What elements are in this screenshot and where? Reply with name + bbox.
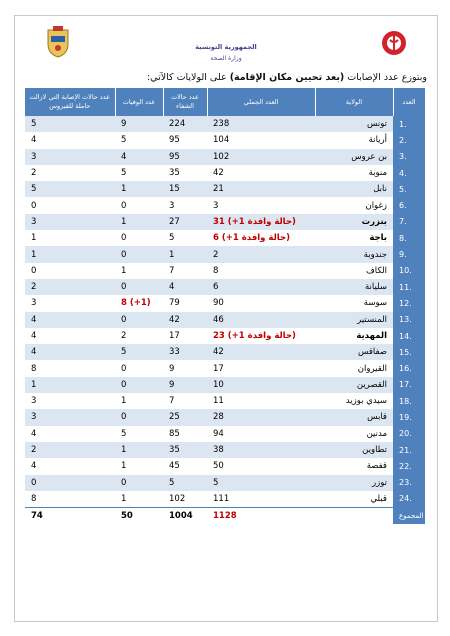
recovered-cell: 79 (163, 295, 207, 311)
total-cell: 38 (207, 442, 315, 458)
table-row (25, 409, 425, 425)
deaths-cell: 0 (115, 230, 163, 246)
total-cell: 11 (207, 393, 315, 409)
cases-by-governorate-table (25, 88, 426, 524)
table-row (25, 393, 425, 409)
row-index: 9. (393, 246, 425, 262)
governorate-cell: سيدي بوزيد (315, 393, 393, 409)
recovered-cell: 35 (163, 442, 207, 458)
active-cell: 0 (25, 197, 115, 213)
total-cell: 28 (207, 409, 315, 425)
recovered-cell: 7 (163, 393, 207, 409)
governorate-cell: نابل (315, 181, 393, 197)
deaths-cell: 1 (115, 214, 163, 230)
deaths-cell: 1 (115, 491, 163, 508)
total-cell: 94 (207, 426, 315, 442)
header-recovered: عدد حالات الشفاء (163, 88, 207, 116)
deaths-cell: 0 (115, 197, 163, 213)
governorate-cell: سليانة (315, 279, 393, 295)
governorate-cell: بنزرت (315, 214, 393, 230)
active-cell: 5 (25, 181, 115, 197)
table-row (25, 197, 425, 213)
row-index: 3. (393, 149, 425, 165)
recovered-cell: 102 (163, 491, 207, 508)
table-row (25, 377, 425, 393)
governorate-cell: صفاقس (315, 344, 393, 360)
table-row (25, 491, 425, 508)
recovered-cell: 33 (163, 344, 207, 360)
governorate-cell: قبلي (315, 491, 393, 508)
active-cell: 1 (25, 246, 115, 262)
total-cell: 5 (207, 475, 315, 491)
total-cell: 8 (207, 263, 315, 279)
governorate-cell: الكاف (315, 263, 393, 279)
deaths-cell: 0 (115, 312, 163, 328)
header-deaths: عدد الوفيات (115, 88, 163, 116)
header-governorate: الولاية (315, 88, 393, 116)
active-cell: 2 (25, 442, 115, 458)
recovered-cell: 9 (163, 377, 207, 393)
table-row (25, 132, 425, 148)
table-row (25, 344, 425, 360)
row-index: 14. (393, 328, 425, 344)
active-cell: 3 (25, 295, 115, 311)
table-row (25, 149, 425, 165)
total-cell: 238 (207, 116, 315, 132)
active-cell: 8 (25, 491, 115, 508)
active-cell: 4 (25, 426, 115, 442)
governorate-cell: جندوبة (315, 246, 393, 262)
deaths-cell: 5 (115, 426, 163, 442)
row-index: 7. (393, 214, 425, 230)
deaths-cell: 9 (115, 116, 163, 132)
recovered-cell: 25 (163, 409, 207, 425)
total-cell: 21 (207, 181, 315, 197)
deaths-cell: 1 (115, 393, 163, 409)
row-index: 19. (393, 409, 425, 425)
recovered-cell: 42 (163, 312, 207, 328)
table-row (25, 360, 425, 376)
deaths-cell: 1 (115, 458, 163, 474)
table-row (25, 458, 425, 474)
active-cell: 4 (25, 328, 115, 344)
recovered-cell: 5 (163, 475, 207, 491)
letterhead (15, 16, 437, 76)
row-index: 8. (393, 230, 425, 246)
total-cell: 102 (207, 149, 315, 165)
table-row (25, 181, 425, 197)
recovered-cell: 27 (163, 214, 207, 230)
table-row (25, 116, 425, 132)
total-cell: 10 (207, 377, 315, 393)
row-index: 13. (393, 312, 425, 328)
row-index: 4. (393, 165, 425, 181)
totals-active: 74 (25, 508, 115, 525)
total-cell: 6 (207, 279, 315, 295)
totals-deaths: 50 (115, 508, 163, 525)
recovered-cell: 95 (163, 132, 207, 148)
table-row (25, 230, 425, 246)
active-cell: 4 (25, 132, 115, 148)
recovered-cell: 1 (163, 246, 207, 262)
active-cell: 0 (25, 263, 115, 279)
deaths-cell: 0 (115, 377, 163, 393)
row-index: 10. (393, 263, 425, 279)
governorate-cell: المنستير (315, 312, 393, 328)
total-cell: 46 (207, 312, 315, 328)
row-index: 2. (393, 132, 425, 148)
header-active: عدد حالات الإصابة التي لازالت حاملة للفيروس (25, 88, 115, 116)
governorate-cell: تطاوين (315, 442, 393, 458)
table-row (25, 295, 425, 311)
active-cell: 8 (25, 360, 115, 376)
deaths-cell: 2 (115, 328, 163, 344)
active-cell: 4 (25, 458, 115, 474)
governorate-cell: منوبة (315, 165, 393, 181)
row-index: 18. (393, 393, 425, 409)
document-page (14, 15, 438, 622)
governorate-cell: المهدية (315, 328, 393, 344)
deaths-cell: 5 (115, 132, 163, 148)
total-cell: 42 (207, 165, 315, 181)
total-cell: 50 (207, 458, 315, 474)
deaths-cell: 0 (115, 409, 163, 425)
deaths-cell: 5 (115, 344, 163, 360)
row-index: 23. (393, 475, 425, 491)
deaths-cell: 1 (115, 181, 163, 197)
recovered-cell: 85 (163, 426, 207, 442)
totals-total: 1128 (207, 508, 315, 525)
header-index: العدد (393, 88, 425, 116)
deaths-cell: 0 (115, 475, 163, 491)
total-cell: 42 (207, 344, 315, 360)
row-index: 24. (393, 491, 425, 508)
deaths-cell: 0 (115, 246, 163, 262)
deaths-cell: 0 (115, 360, 163, 376)
active-cell: 1 (25, 377, 115, 393)
active-cell: 5 (25, 116, 115, 132)
total-cell: 2 (207, 246, 315, 262)
row-index: 6. (393, 197, 425, 213)
total-cell: 23 (+1 حالة وافدة) (207, 328, 315, 344)
table-row (25, 214, 425, 230)
governorate-cell: سوسة (315, 295, 393, 311)
active-cell: 3 (25, 149, 115, 165)
table-row (25, 312, 425, 328)
row-index: 1. (393, 116, 425, 132)
deaths-cell: 8 (+1) (115, 295, 163, 311)
ministry-name: وزارة الصحة (210, 55, 242, 62)
governorate-cell: قابس (315, 409, 393, 425)
table-header-row (25, 88, 425, 116)
active-cell: 4 (25, 312, 115, 328)
governorate-cell: أريانة (315, 132, 393, 148)
row-index: 15. (393, 344, 425, 360)
table-row (25, 165, 425, 181)
total-cell: 6 (+1 حالة وافدة) (207, 230, 315, 246)
recovered-cell: 9 (163, 360, 207, 376)
active-cell: 3 (25, 409, 115, 425)
row-index: 5. (393, 181, 425, 197)
recovered-cell: 3 (163, 197, 207, 213)
governorate-cell: تونس (315, 116, 393, 132)
totals-recovered: 1004 (163, 508, 207, 525)
ministry-logo-icon (381, 30, 407, 56)
active-cell: 3 (25, 214, 115, 230)
recovered-cell: 17 (163, 328, 207, 344)
totals-empty (315, 508, 393, 525)
total-cell: 104 (207, 132, 315, 148)
deaths-cell: 1 (115, 442, 163, 458)
totals-row (25, 508, 425, 525)
recovered-cell: 95 (163, 149, 207, 165)
recovered-cell: 224 (163, 116, 207, 132)
header-total: العدد الجملي (207, 88, 315, 116)
recovered-cell: 35 (163, 165, 207, 181)
deaths-cell: 4 (115, 149, 163, 165)
row-index: 11. (393, 279, 425, 295)
deaths-cell: 5 (115, 165, 163, 181)
deaths-cell: 1 (115, 263, 163, 279)
row-index: 20. (393, 426, 425, 442)
table-row (25, 475, 425, 491)
governorate-cell: باجة (315, 230, 393, 246)
recovered-cell: 5 (163, 230, 207, 246)
recovered-cell: 4 (163, 279, 207, 295)
governorate-cell: بن عروس (315, 149, 393, 165)
row-index: 17. (393, 377, 425, 393)
governorate-cell: مدنين (315, 426, 393, 442)
table-row (25, 328, 425, 344)
governorate-cell: القيروان (315, 360, 393, 376)
total-cell: 17 (207, 360, 315, 376)
table-row (25, 263, 425, 279)
row-index: 21. (393, 442, 425, 458)
governorate-cell: قفصة (315, 458, 393, 474)
row-index: 12. (393, 295, 425, 311)
active-cell: 4 (25, 344, 115, 360)
recovered-cell: 7 (163, 263, 207, 279)
governorate-cell: زغوان (315, 197, 393, 213)
table-row (25, 279, 425, 295)
recovered-cell: 15 (163, 181, 207, 197)
deaths-cell: 0 (115, 279, 163, 295)
row-index: 22. (393, 458, 425, 474)
table-row (25, 246, 425, 262)
table-row (25, 426, 425, 442)
totals-label: المجموع (393, 508, 425, 525)
republic-name: الجمهورية التونسية (195, 43, 257, 51)
active-cell: 2 (25, 279, 115, 295)
active-cell: 3 (25, 393, 115, 409)
table-row (25, 442, 425, 458)
active-cell: 1 (25, 230, 115, 246)
total-cell: 31 (+1 حالة وافدة) (207, 214, 315, 230)
tunisia-coat-of-arms-icon (45, 26, 71, 58)
total-cell: 111 (207, 491, 315, 508)
table-caption: وبتوزع عدد الإصابات (بعد تحيين مكان الإقامة) على الولايات كالآتي: (146, 72, 427, 83)
recovered-cell: 45 (163, 458, 207, 474)
governorate-cell: القصرين (315, 377, 393, 393)
total-cell: 3 (207, 197, 315, 213)
row-index: 16. (393, 360, 425, 376)
total-cell: 90 (207, 295, 315, 311)
active-cell: 2 (25, 165, 115, 181)
active-cell: 0 (25, 475, 115, 491)
governorate-cell: توزر (315, 475, 393, 491)
